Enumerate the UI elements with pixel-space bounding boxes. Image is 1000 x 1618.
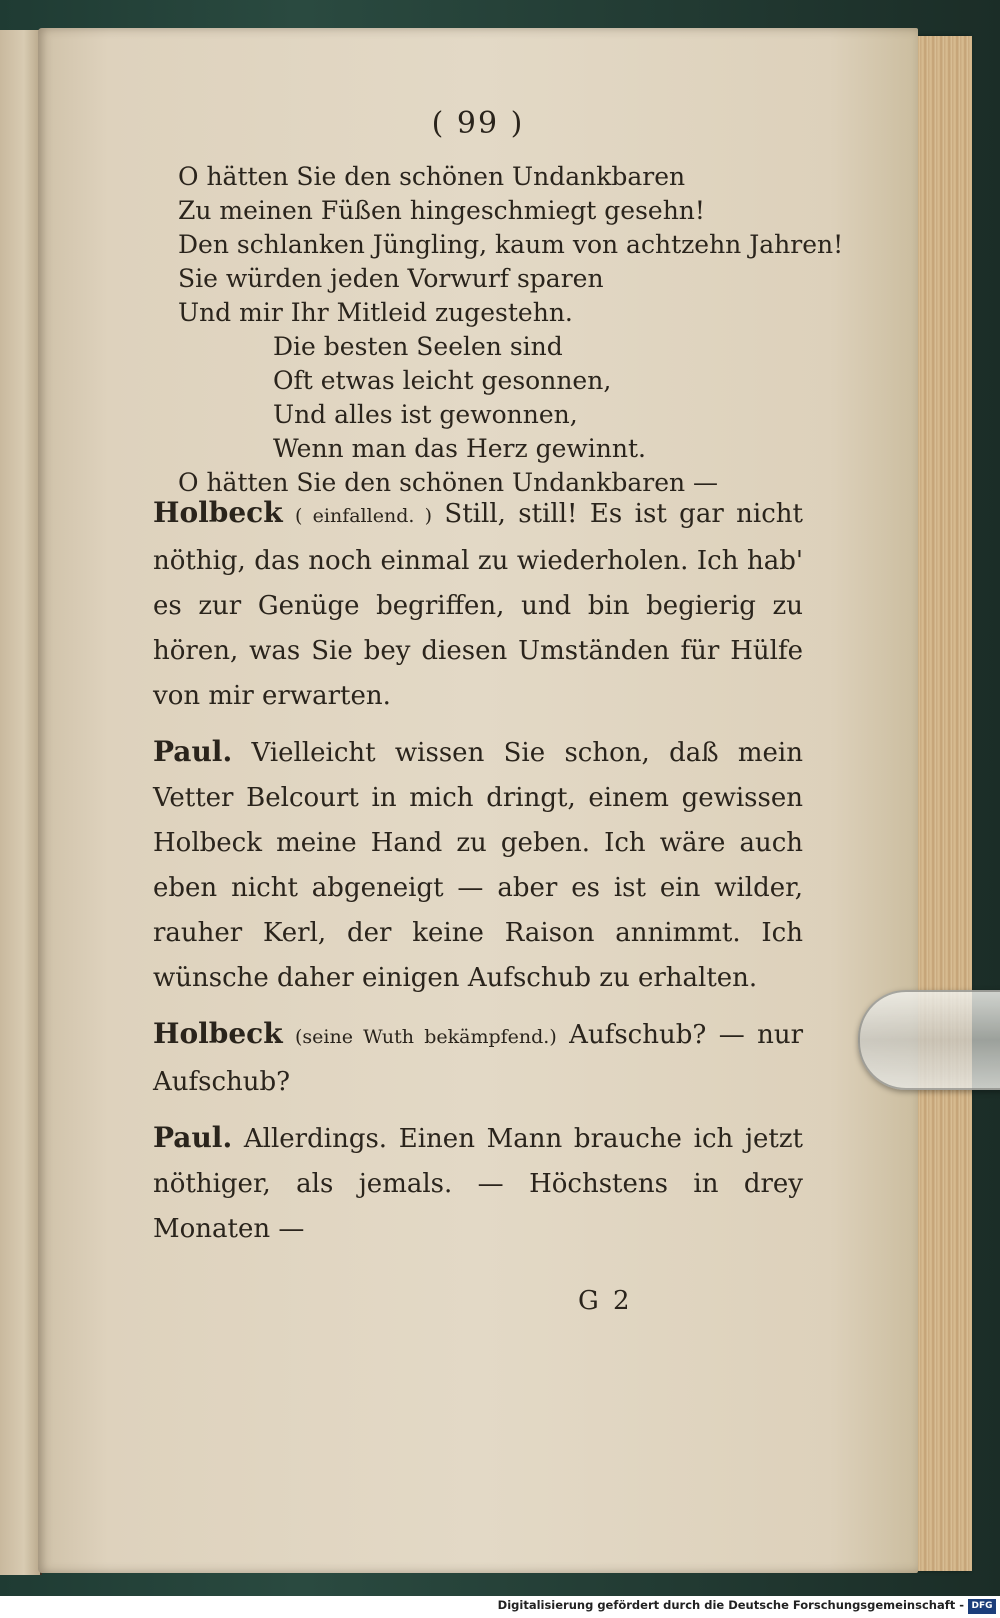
speaker-name: Holbeck [153,496,283,529]
verse-line: Den schlanken Jüngling, kaum von achtzehn Jahren! [178,230,844,259]
verse-line: O hätten Sie den schönen Undankbaren — [178,468,719,497]
dialogue-text: Vielleicht wissen Sie schon, daß mein Vetter Belcourt in mich dringt, einem gewissen Holbeck meine Hand zu geben. Ich wäre auch eben nicht abgeneigt — aber es ist ein wilder, rauher Kerl, der keine Raison annimmt. Ich wünsche daher einigen Aufschub zu erhalten. [153,738,803,993]
dialogue-paragraph [153,1011,803,1105]
verse-line: O hätten Sie den schönen Undankbaren [178,162,686,191]
speaker-name: Paul. [153,735,233,768]
verse-line-indented: Die besten Seelen sind [273,332,563,361]
verse-line-indented: Und alles ist gewonnen, [273,400,578,429]
dfg-logo: DFG [968,1599,996,1614]
verse-line: Und mir Ihr Mitleid zugestehn. [178,298,573,327]
funding-credit: Digitalisierung gefördert durch die Deutsche Forschungsgemeinschaft - [497,1598,964,1612]
stage-direction: ( einfallend. ) [295,505,432,527]
page-number: ( 99 ) [431,106,525,141]
dialogue-text: Still, still! Es ist gar nicht nöthig, das noch einmal zu wiederholen. Ich hab' es zur Genüge begriffen, und bin begierig zu hören, was Sie bey diesen Umständen für Hülfe von mir erwarten. [153,499,803,711]
verse-line: Zu meinen Füßen hingeschmiegt gesehn! [178,196,705,225]
speaker-name: Holbeck [153,1017,283,1050]
dialogue-text: Allerdings. Einen Mann brauche ich jetzt nöthiger, als jemals. — Höchstens in drey Monaten — [153,1124,804,1244]
dialogue-paragraph [153,729,803,1001]
verse-line-indented: Oft etwas leicht gesonnen, [273,366,612,395]
verse-line-indented: Wenn man das Herz gewinnt. [273,434,646,463]
speaker-name: Paul. [153,1121,233,1154]
verse-line: Sie würden jeden Vorwurf sparen [178,264,604,293]
stage-direction: (seine Wuth bekämpfend.) [295,1026,557,1048]
left-page-edge [0,30,42,1575]
book-page [38,28,918,1573]
verse-block [178,160,844,500]
catchword: G 2 [578,1286,633,1316]
dialogue-paragraph [153,490,803,719]
dialogue-paragraph [153,1115,803,1252]
page-stack-edge [912,36,972,1571]
page-clip [858,990,1000,1090]
dialogue-block [153,490,803,1262]
dialogue-text: Aufschub? — nur Aufschub? [153,1020,804,1097]
